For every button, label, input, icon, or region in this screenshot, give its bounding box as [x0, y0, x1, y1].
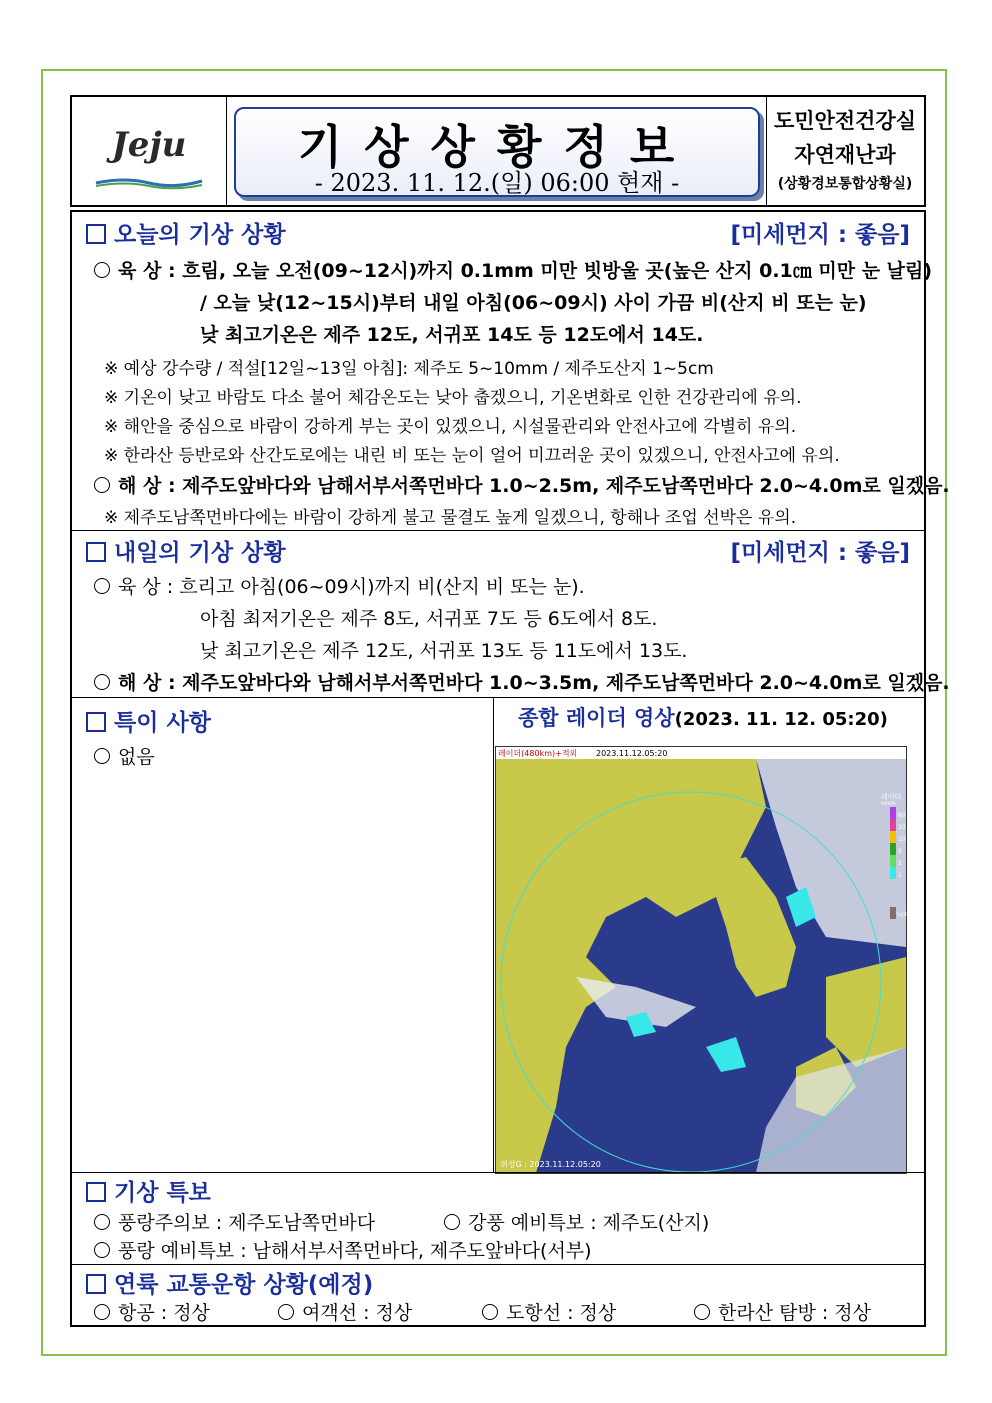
traffic-item: 한라산 탐방 : 정상 — [694, 1298, 871, 1325]
circle-bullet-icon — [94, 748, 110, 764]
warning-item: 강풍 예비특보 : 제주도(산지) — [444, 1208, 709, 1235]
divider — [72, 697, 924, 698]
today-sea-line: 해 상 : 제주도앞바다와 남해서부서쪽먼바다 1.0~2.5m, 제주도남쪽먼바다 2.0~4.0m로 일겠음. — [94, 471, 950, 498]
circle-bullet-icon — [94, 1214, 110, 1230]
legend-extra: 낙뢰 — [897, 912, 909, 919]
logo-swoosh-icon — [94, 175, 204, 189]
today-note: ※ 기온이 낮고 바람도 다소 불어 체감온도는 낮아 춥겠으니, 기온변화로 인한 건강관리에 유의. — [104, 388, 802, 408]
page-title: 기상상황정보 — [297, 120, 697, 174]
traffic-item: 항공 : 정상 — [94, 1298, 210, 1325]
dept-center: (상황경보통합상황실) — [777, 176, 913, 192]
tomorrow-land-line: 아침 최저기온은 제주 8도, 서귀포 7도 등 6도에서 8도. — [200, 608, 658, 630]
tomorrow-land-line: 낮 최고기온은 제주 12도, 서귀포 13도 등 11도에서 13도. — [200, 640, 688, 662]
warning-item: 풍랑 예비특보 : 남해서부서쪽먼바다, 제주도앞바다(서부) — [94, 1236, 592, 1263]
circle-bullet-icon — [94, 262, 110, 278]
traffic-section-title: 연륙 교통운항 상황(예정) — [86, 1266, 373, 1299]
legend-value: 10 — [898, 836, 906, 843]
radar-label: 레이더(480km)+적외 — [498, 749, 578, 758]
circle-bullet-icon — [94, 674, 110, 690]
circle-bullet-icon — [444, 1214, 460, 1230]
traffic-item: 도항선 : 정상 — [482, 1298, 616, 1325]
logo-text: Jeju — [111, 125, 187, 165]
divider — [72, 530, 924, 531]
radar-image — [495, 746, 907, 1174]
checkbox-icon — [86, 542, 106, 562]
radar-image-time: 2023.11.12.05:20 — [596, 749, 668, 758]
checkbox-icon — [86, 224, 106, 244]
tomorrow-section-title: 내일의 기상 상황 — [86, 534, 286, 567]
special-item: 없음 — [94, 742, 155, 769]
today-sea-note: ※ 제주도남쪽먼바다에는 바람이 강하게 불고 물결도 높게 일겠으니, 항해나 조업 선박은 유의. — [104, 508, 797, 528]
today-section-title: 오늘의 기상 상황 — [86, 216, 286, 249]
title-cell — [226, 97, 767, 205]
checkbox-icon — [86, 1182, 106, 1202]
traffic-item: 여객선 : 정상 — [278, 1298, 412, 1325]
special-section-title: 특이 사항 — [86, 704, 211, 737]
today-note: ※ 한라산 등반로와 산간도로에는 내린 비 또는 눈이 얼어 미끄러운 곳이 있겠으니, 안전사고에 유의. — [104, 446, 840, 466]
circle-bullet-icon — [94, 477, 110, 493]
tomorrow-sea-line: 해 상 : 제주도앞바다와 남해서부서쪽먼바다 1.0~3.5m, 제주도남쪽먼바다 2.0~4.0m로 일겠음. — [94, 668, 950, 695]
legend-value: 30 — [898, 824, 906, 831]
department — [766, 97, 924, 205]
circle-bullet-icon — [694, 1304, 710, 1320]
circle-bullet-icon — [94, 1242, 110, 1258]
report-body — [70, 210, 950, 1327]
header — [70, 95, 926, 207]
dept-division: 자연재난과 — [794, 143, 896, 167]
legend-value: 1 — [898, 872, 902, 879]
today-land-line: 육 상 : 흐림, 오늘 오전(09~12시)까지 0.1mm 미만 빗방울 곳(높은 산지 0.1㎝ 미만 눈 날림) — [94, 256, 932, 283]
today-note: ※ 해안을 중심으로 바람이 강하게 부는 곳이 있겠으니, 시설물관리와 안전사고에 각별히 유의. — [104, 417, 797, 437]
checkbox-icon — [86, 1274, 106, 1294]
radar-map — [496, 747, 909, 1173]
today-dust-status: [미세먼지 : 좋음] — [730, 222, 910, 248]
legend-title: 레이더 — [881, 793, 902, 801]
tomorrow-land-line: 육 상 : 흐리고 아침(06~09시)까지 비(산지 비 또는 눈). — [94, 572, 585, 599]
report-date: - 2023. 11. 12.(일) 06:00 현재 - — [314, 169, 680, 197]
legend-unit: mm/h — [881, 801, 896, 807]
logo — [72, 97, 227, 205]
satellite-label: 위성G : 2023.11.12.05:20 — [500, 1160, 601, 1169]
circle-bullet-icon — [278, 1304, 294, 1320]
column-divider — [493, 698, 494, 1172]
circle-bullet-icon — [94, 1304, 110, 1320]
checkbox-icon — [86, 712, 106, 732]
divider — [72, 1264, 924, 1265]
today-note: ※ 예상 강수량 / 적설[12일~13일 아침]: 제주도 5~10mm / 제주도산지 1~5cm — [104, 359, 714, 379]
circle-bullet-icon — [94, 578, 110, 594]
legend-value: 5 — [898, 848, 902, 855]
dept-office: 도민안전건강실 — [773, 109, 916, 133]
tomorrow-dust-status: [미세먼지 : 좋음] — [730, 540, 910, 566]
warning-item: 풍랑주의보 : 제주도남쪽먼바다 — [94, 1208, 375, 1235]
circle-bullet-icon — [482, 1304, 498, 1320]
divider — [72, 1172, 924, 1173]
radar-title: 종합 레이더 영상(2023. 11. 12. 05:20) — [518, 706, 888, 730]
today-land-line: / 오늘 낮(12~15시)부터 내일 아침(06~09시) 사이 가끔 비(산지 비 또는 눈) — [200, 292, 867, 314]
warnings-section-title: 기상 특보 — [86, 1174, 211, 1207]
legend-value: 60 — [898, 812, 906, 819]
today-land-line: 낮 최고기온은 제주 12도, 서귀포 14도 등 12도에서 14도. — [200, 324, 704, 346]
legend-value: 2 — [898, 860, 902, 867]
title-banner — [234, 107, 760, 197]
